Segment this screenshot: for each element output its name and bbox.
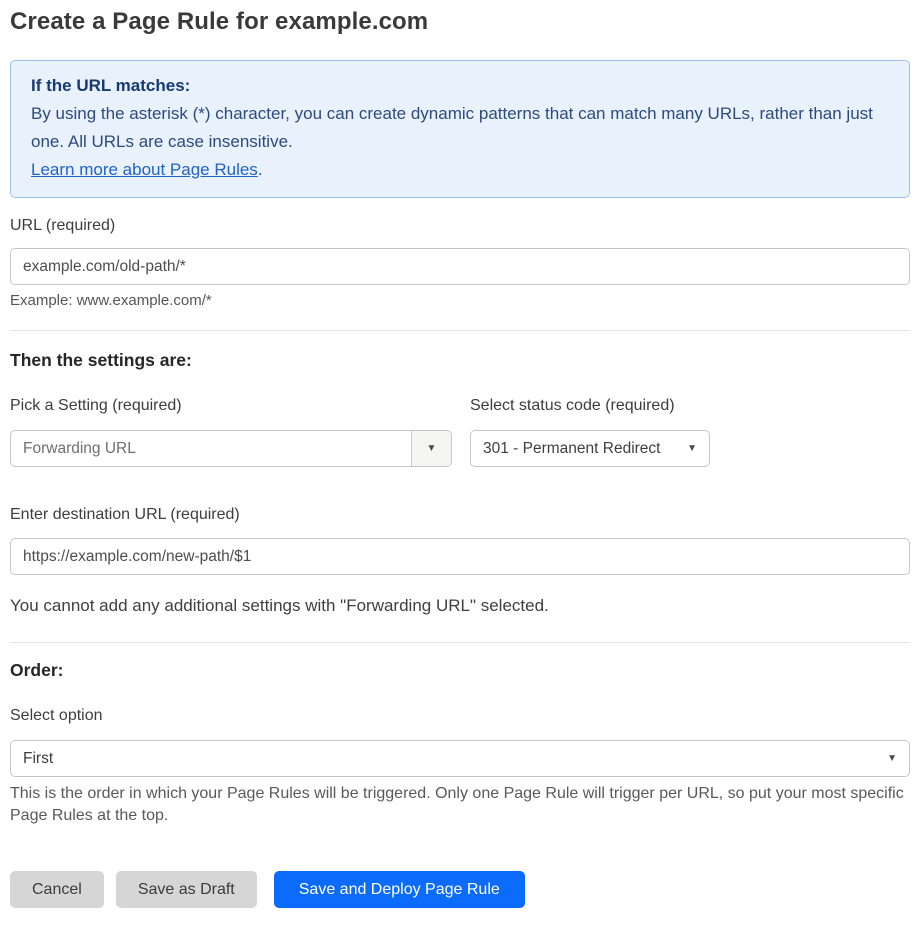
link-suffix: . <box>257 160 263 179</box>
info-box-body <box>31 100 889 184</box>
url-match-info-box <box>10 60 910 198</box>
setting-select-arrow-segment[interactable] <box>411 431 451 466</box>
order-helper-text: This is the order in which your Page Rules will be triggered. Only one Page Rule will trigger per URL, so put your most specific Page Rules at the top. <box>10 785 904 824</box>
section-divider <box>10 642 910 643</box>
learn-more-link[interactable]: Learn more about Page Rules <box>31 160 258 179</box>
setting-select-label: Pick a Setting (required) <box>10 397 182 414</box>
url-field-label: URL (required) <box>10 217 116 234</box>
settings-heading: Then the settings are: <box>10 350 192 370</box>
settings-row <box>10 397 910 467</box>
status-column <box>470 397 710 467</box>
save-and-deploy-button[interactable]: Save and Deploy Page Rule <box>274 871 525 908</box>
info-box-heading: If the URL matches: <box>31 76 191 95</box>
destination-field-label: Enter destination URL (required) <box>10 506 240 523</box>
destination-url-input[interactable] <box>10 538 910 575</box>
status-select-arrow <box>687 444 709 454</box>
forwarding-note: You cannot add any additional settings with "Forwarding URL" selected. <box>10 596 549 615</box>
footer-buttons <box>10 871 910 908</box>
order-select-label: Select option <box>10 707 103 724</box>
page-title: Create a Page Rule for example.com <box>10 8 429 35</box>
order-select-value: First <box>23 749 54 767</box>
page-rule-form <box>0 8 920 908</box>
setting-select[interactable] <box>10 430 452 467</box>
order-heading: Order: <box>10 660 64 680</box>
chevron-down-icon: ▼ <box>687 442 697 454</box>
chevron-down-icon: ▼ <box>426 442 437 454</box>
section-divider <box>10 330 910 331</box>
order-select[interactable] <box>10 740 910 777</box>
save-as-draft-button[interactable]: Save as Draft <box>116 871 257 908</box>
cancel-button[interactable]: Cancel <box>10 871 104 908</box>
order-select-arrow <box>887 754 909 764</box>
status-select[interactable] <box>470 430 710 467</box>
chevron-down-icon: ▼ <box>887 752 897 764</box>
info-box-text: By using the asterisk (*) character, you can create dynamic patterns that can match many URLs, rather than just one. All URLs are case insensitive. <box>31 104 873 151</box>
setting-column <box>10 397 452 467</box>
status-select-value: 301 - Permanent Redirect <box>483 439 661 457</box>
url-field-helper: Example: www.example.com/* <box>10 292 212 309</box>
setting-select-value: Forwarding URL <box>23 439 136 457</box>
url-input[interactable] <box>10 248 910 285</box>
status-select-label: Select status code (required) <box>470 397 675 414</box>
